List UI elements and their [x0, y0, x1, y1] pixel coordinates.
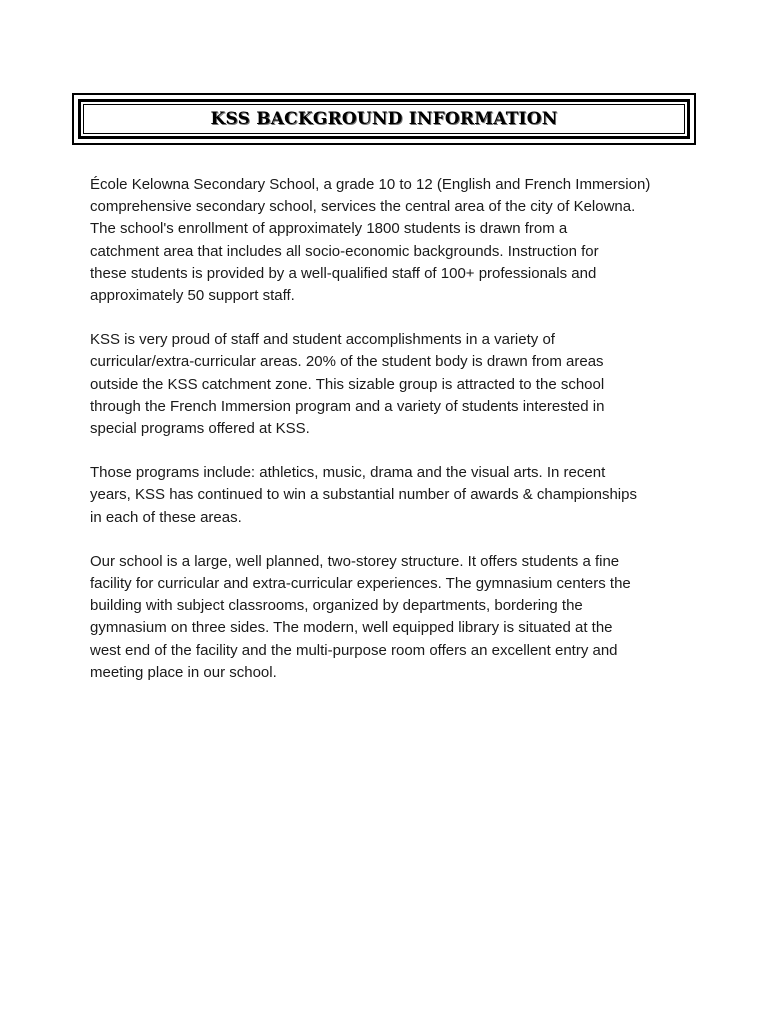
text-line: through the French Immersion program and a variety of students interested in — [90, 397, 605, 415]
document-body — [90, 174, 682, 706]
title-frame — [72, 93, 696, 145]
text-line: École Kelowna Secondary School, a grade 10 to 12 (English and French Immersion) — [90, 176, 651, 193]
text-line: curricular/extra-curricular areas. 20% of the student body is drawn from areas — [90, 353, 604, 371]
text-line: catchment area that includes all socio-economic backgrounds. Instruction for — [90, 242, 599, 260]
text-line: The school's enrollment of approximately 1800 students is drawn from a — [90, 220, 568, 238]
text-line: west end of the facility and the multi-purpose room offers an excellent entry and — [90, 641, 618, 659]
text-line: outside the KSS catchment zone. This sizable group is attracted to the school — [90, 375, 605, 393]
paragraph-facility — [90, 551, 682, 684]
text-line: facility for curricular and extra-curricular experiences. The gymnasium centers the — [90, 575, 631, 593]
title-frame-core — [83, 104, 685, 134]
text-line: gymnasium on three sides. The modern, well equipped library is situated at the — [90, 619, 613, 637]
text-line: Our school is a large, well planned, two-storey structure. It offers students a fine — [90, 552, 620, 570]
paragraph-intro — [90, 174, 682, 307]
text-line: comprehensive secondary school, services the central area of the city of Kelowna. — [90, 198, 636, 216]
text-line: these students is provided by a well-qualified staff of 100+ professionals and — [90, 264, 597, 282]
text-line: approximately 50 support staff. — [90, 287, 295, 305]
paragraph-programs — [90, 462, 682, 529]
document-title: KSS BACKGROUND INFORMATION — [210, 109, 558, 129]
text-line: meeting place in our school. — [90, 663, 277, 681]
text-line: Those programs include: athletics, music, drama and the visual arts. In recent — [90, 464, 606, 482]
text-line: years, KSS has continued to win a substantial number of awards & championships — [90, 486, 637, 504]
paragraph-accomplishments — [90, 329, 682, 440]
text-line: special programs offered at KSS. — [90, 420, 310, 438]
text-line: building with subject classrooms, organized by departments, bordering the — [90, 597, 583, 615]
title-frame-inner — [78, 99, 690, 139]
text-line: KSS is very proud of staff and student accomplishments in a variety of — [90, 331, 555, 349]
text-line: in each of these areas. — [90, 508, 242, 526]
